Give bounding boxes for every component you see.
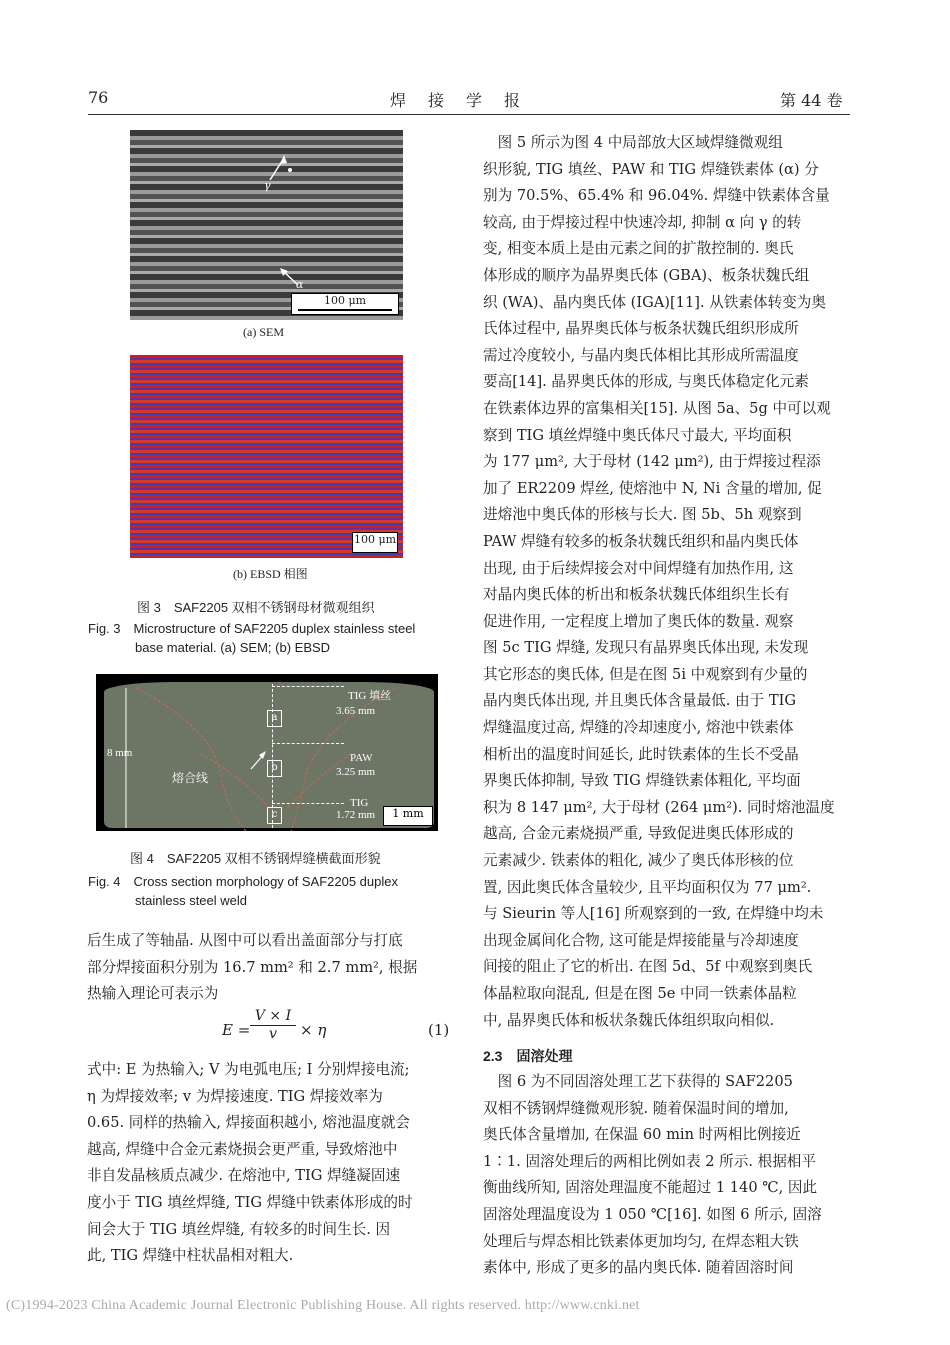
sem-micrograph	[130, 130, 403, 320]
paw-bottom	[272, 803, 344, 804]
text-line: 促进作用, 一定程度上增加了奥氏体的数量. 观察	[483, 612, 794, 630]
paw-label: PAW	[350, 752, 373, 764]
header-rule	[88, 114, 850, 115]
journal-title: 焊接学报	[390, 91, 543, 110]
ebsd-caption: (b) EBSD 相图	[233, 567, 308, 581]
text-line: 置, 因此奥氏体含量较少, 且平均面积仅为 77 μm².	[483, 878, 812, 896]
text-line: 度小于 TIG 填丝焊缝, TIG 焊缝中铁素体形成的时	[87, 1193, 413, 1211]
text-line: 察到 TIG 填丝焊缝中奥氏体尺寸最大, 平均面积	[483, 426, 792, 444]
text-line: 奥氏体含量增加, 在保温 60 min 时两相比例接近	[483, 1126, 801, 1144]
text-line: 元素减少. 铁素体的粗化, 减少了奥氏体形核的位	[483, 852, 794, 870]
tig-filler-depth: 3.65 mm	[336, 705, 376, 717]
text-line: 间接的阻止了它的析出. 在图 5d、5f 中观察到奥氏	[483, 958, 813, 976]
tig-filler-top	[272, 686, 344, 687]
text-line: 处理后与焊态相比铁素体更加均匀, 在焊态粗大铁	[483, 1232, 799, 1250]
left-paragraph-1	[87, 928, 451, 1008]
right-paragraph-2	[483, 1069, 847, 1282]
text-line: 对晶内奥氏体的析出和板条状魏氏体组织生长有	[483, 586, 790, 604]
equation-fraction	[250, 1008, 296, 1042]
fig3-caption-cn: 图 3 SAF2205 双相不锈钢母材微观组织	[137, 600, 375, 615]
sem-caption: (a) SEM	[243, 325, 284, 339]
fusion-line-label: 熔合线	[172, 771, 209, 785]
text-line: 图 5 所示为图 4 中局部放大区域焊缝微观组	[483, 134, 783, 151]
text-line: 别为 70.5%、65.4% 和 96.04%. 焊缝中铁素体含量	[483, 187, 830, 205]
text-line: 为 177 μm², 大于母材 (142 μm²), 由于焊接过程添	[483, 453, 821, 471]
text-line: 需过冷度较小, 与晶内奥氏体相比其形成所需温度	[483, 346, 799, 364]
tig-filler-bottom	[272, 743, 344, 744]
region-c-box: c	[267, 807, 282, 824]
text-line: 越高, 焊缝中合金元素烧损会更严重, 导致熔池中	[87, 1140, 398, 1158]
equation-numerator: V × I	[254, 1008, 292, 1024]
gamma-label: γ	[264, 179, 271, 192]
text-line: 晶内奥氏体出现, 并且奥氏体含量最低. 由于 TIG	[483, 692, 797, 710]
text-line: 出现, 由于后续焊接会对中间焊缝有加热作用, 这	[483, 559, 794, 577]
text-line: 积为 8 147 μm², 大于母材 (264 μm²). 同时熔池温度	[483, 798, 835, 816]
left-paragraph-2	[87, 1057, 451, 1270]
tig-depth: 1.72 mm	[336, 809, 376, 821]
thickness-label: 8 mm	[107, 747, 133, 759]
fig4-caption-en-2: stainless steel weld	[135, 893, 247, 908]
fig3-caption-en-1: Fig. 3 Microstructure of SAF2205 duplex stainless steel	[88, 621, 416, 636]
text-line: 要高[14]. 晶界奥氏体的形成, 与奥氏体稳定化元素	[483, 373, 809, 391]
text-line: 中, 晶界奥氏体和板状条魏氏体组织取向相似.	[483, 1011, 775, 1029]
tig-label: TIG	[350, 797, 369, 809]
text-line: 相析出的温度时间延长, 此时铁素体的生长不受晶	[483, 745, 799, 763]
footer-copyright: (C)1994-2023 China Academic Journal Electronic Publishing House. All rights reserved. http://www.cnki.net	[6, 1298, 640, 1313]
fig4-caption-cn: 图 4 SAF2205 双相不锈钢焊缝横截面形貌	[130, 851, 381, 866]
text-line: 体晶粒取向混乱, 但是在图 5e 中同一铁素体晶粒	[483, 985, 797, 1002]
region-b-box: b	[267, 760, 282, 777]
text-line: 与 Sieurin 等人[16] 所观察到的一致, 在焊缝中均未	[483, 905, 824, 923]
section-heading: 2.3 固溶处理	[483, 1048, 573, 1064]
ebsd-scale-bar: 100 μm	[352, 532, 398, 553]
text-line: 图 6 为不同固溶处理工艺下获得的 SAF2205	[483, 1073, 793, 1090]
text-line: 间会大于 TIG 填丝焊缝, 有较多的时间生长. 因	[87, 1220, 391, 1238]
fig4-caption-en-1: Fig. 4 Cross section morphology of SAF2205 duplex	[88, 874, 398, 889]
text-line: 式中: E 为热输入; V 为电弧电压; I 分别焊接电流;	[87, 1061, 410, 1078]
text-line: 双相不锈钢焊缝微观形貌. 随着保温时间的增加,	[483, 1099, 789, 1117]
text-line: 进熔池中奥氏体的形核与长大. 图 5b、5h 观察到	[483, 506, 802, 524]
text-line: 0.65. 同样的热输入, 焊接面积越小, 熔池温度就会	[87, 1114, 411, 1132]
text-line: 非自发晶核质点减少. 在熔池中, TIG 焊缝凝固速	[87, 1167, 401, 1185]
text-line: PAW 焊缝有较多的板条状魏氏组织和晶内奥氏体	[483, 532, 799, 550]
volume-label: 第 44 卷	[780, 91, 843, 110]
text-line: 体形成的顺序为晶界奥氏体 (GBA)、板条状魏氏组	[483, 266, 810, 284]
tig-filler-label: TIG 填丝	[348, 690, 392, 702]
text-line: 出现金属间化合物, 这可能是焊接能量与冷却速度	[483, 931, 799, 949]
right-paragraph-1	[483, 130, 847, 1034]
text-line: 图 5c TIG 焊缝, 发现只有晶界奥氏体出现, 未发现	[483, 639, 809, 657]
text-line: 氏体过程中, 晶界奥氏体与板条状魏氏组织形成所	[483, 320, 799, 338]
equation-rhs: × η	[300, 1021, 327, 1039]
text-line: η 为焊接效率; v 为焊接速度. TIG 焊接效率为	[87, 1087, 383, 1105]
text-line: 素体中, 形成了更多的晶内奥氏体. 随着固溶时间	[483, 1259, 794, 1277]
text-line: 其它形态的奥氏体, 但是在图 5i 中观察到有少量的	[483, 665, 808, 683]
text-line: 在铁素体边界的富集相关[15]. 从图 5a、5g 中可以观	[483, 399, 831, 417]
weld-scale-bar: 1 mm	[383, 806, 433, 826]
sem-arrows	[130, 130, 403, 320]
text-line: 越高, 合金元素烧损严重, 导致促进奥氏体形成的	[483, 825, 794, 843]
text-line: 织 (WA)、晶内奥氏体 (IGA)[11]. 从铁素体转变为奥	[483, 293, 826, 311]
text-line: 织形貌, TIG 填丝、PAW 和 TIG 焊缝铁素体 (α) 分	[483, 160, 819, 178]
fig3-caption-en-2: base material. (a) SEM; (b) EBSD	[135, 640, 331, 655]
text-line: 后生成了等轴晶. 从图中可以看出盖面部分与打底	[87, 932, 403, 949]
text-line: 热输入理论可表示为	[87, 985, 219, 1003]
text-line: 焊缝温度过高, 焊缝的冷却速度小, 熔池中铁素体	[483, 719, 794, 737]
text-line: 界奥氏体抑制, 导致 TIG 焊缝铁素体粗化, 平均面	[483, 772, 801, 790]
text-line: 衡曲线所知, 固溶处理温度不能超过 1 140 ℃, 因此	[483, 1179, 818, 1197]
page-number: 76	[88, 88, 109, 107]
equation-number: (1)	[428, 1021, 450, 1039]
region-a-box: a	[267, 710, 282, 727]
text-line: 部分焊接面积分别为 16.7 mm² 和 2.7 mm², 根据	[87, 958, 418, 976]
ebsd-phase-map	[130, 355, 403, 558]
text-line: 1∶1. 固溶处理后的两相比例如表 2 所示. 根据相平	[483, 1152, 816, 1170]
equation-lhs: E =	[222, 1021, 251, 1039]
text-line: 变, 相变本质上是由元素之间的扩散控制的. 奥氏	[483, 240, 794, 258]
paw-depth: 3.25 mm	[336, 766, 376, 778]
alpha-label: α	[296, 278, 304, 291]
text-line: 固溶处理温度设为 1 050 ℃[16]. 如图 6 所示, 固溶	[483, 1205, 822, 1223]
text-line: 此, TIG 焊缝中柱状晶相对粗大.	[87, 1247, 294, 1265]
text-line: 加了 ER2209 焊丝, 使熔池中 N, Ni 含量的增加, 促	[483, 479, 822, 497]
sem-scale-bar: 100 μm	[291, 293, 399, 315]
text-line: 较高, 由于焊接过程中快速冷却, 抑制 α 向 γ 的转	[483, 213, 802, 231]
equation-denominator: v	[250, 1025, 296, 1042]
